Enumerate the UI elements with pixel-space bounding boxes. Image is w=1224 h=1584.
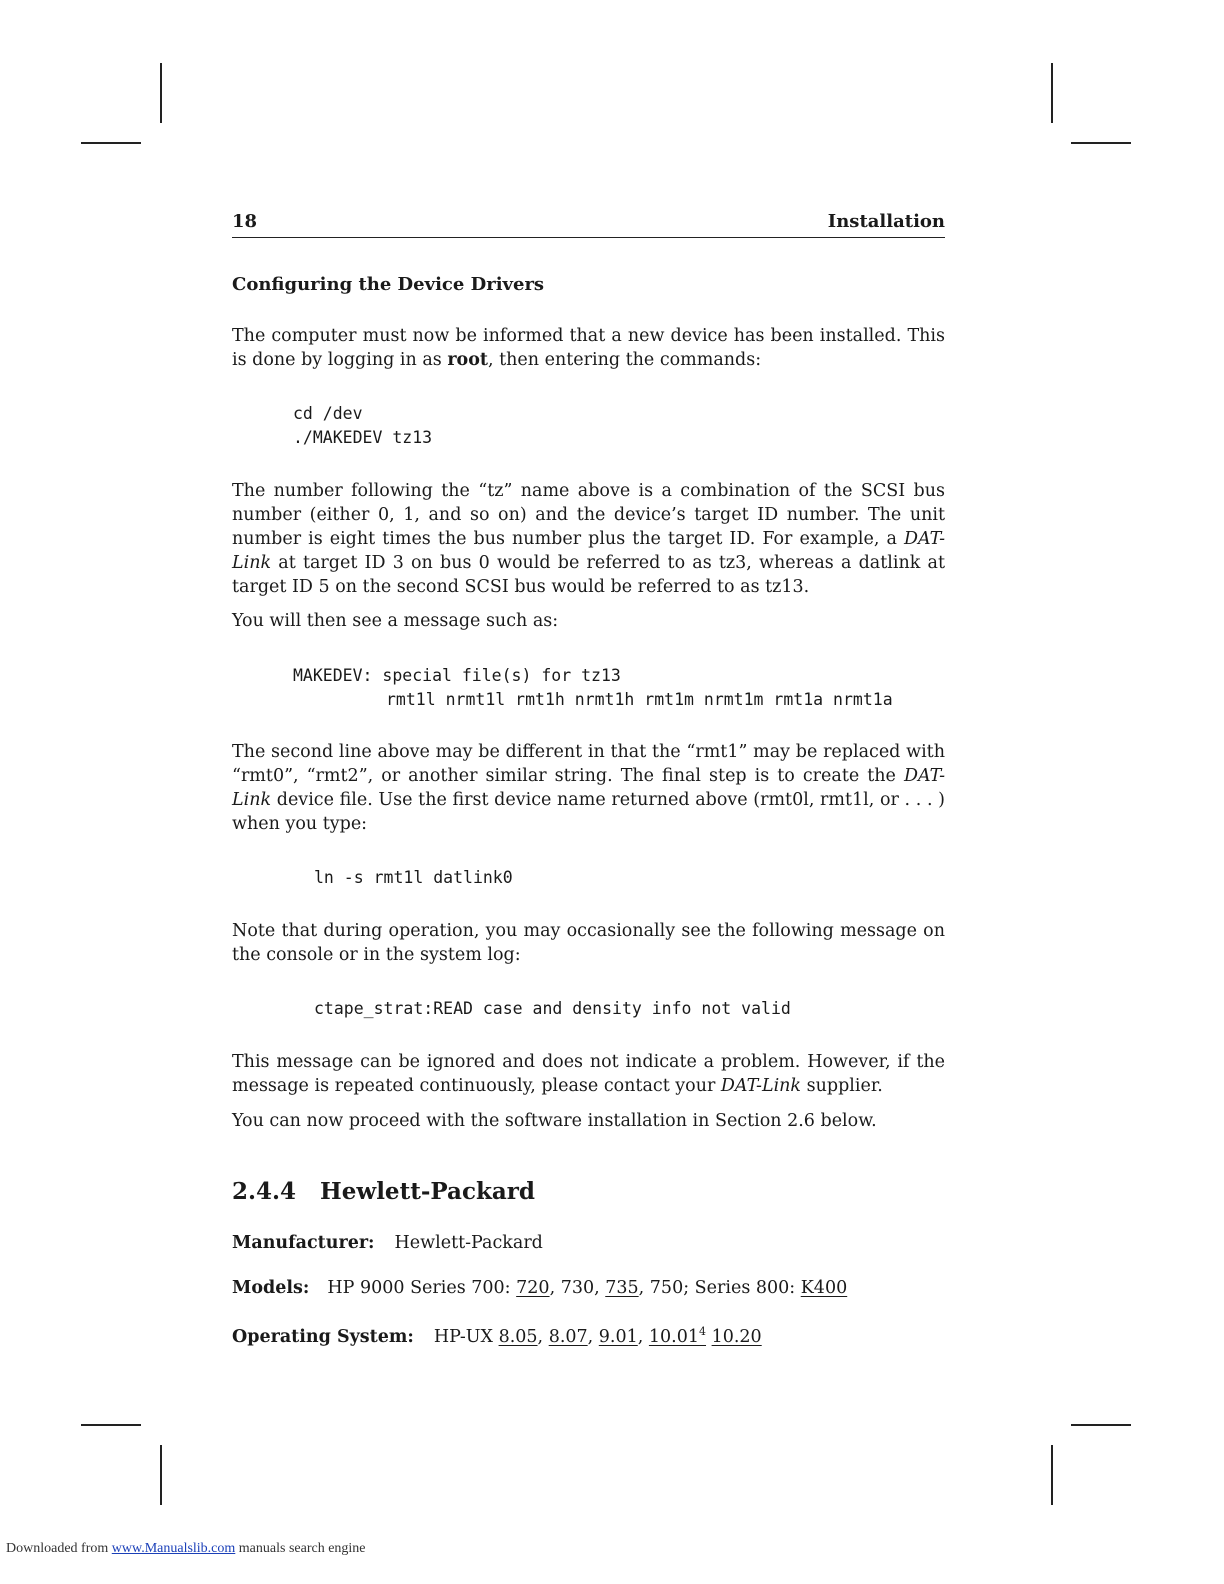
crop-mark: [81, 1424, 141, 1426]
os-version-link[interactable]: 10.01$^4$: [648, 1325, 707, 1347]
code-line: ./MAKEDEV tz13: [293, 428, 433, 447]
crop-mark: [160, 1445, 162, 1505]
crop-mark: [1071, 1424, 1131, 1426]
subsection-number: 2.4.4: [232, 1178, 297, 1205]
message-intro-paragraph: You will then see a message such as:: [232, 611, 559, 631]
code-line: rmt1l nrmt1l rmt1h nrmt1h rmt1m nrmt1m rmt1a nrmt1a: [386, 690, 893, 709]
model-value: 730: [560, 1278, 595, 1298]
os-version-link[interactable]: 8.07: [548, 1326, 588, 1347]
intro-paragraph: The computer must now be informed that a new device has been installed. This is done by logging in as root, then entering the commands:: [232, 326, 945, 370]
crop-mark: [160, 63, 162, 123]
crop-mark: [1071, 142, 1131, 144]
os-row: Operating System: HP-UX 8.05, 8.07, 9.01, 10.01$^4$ 10.20: [232, 1325, 762, 1347]
os-version-link[interactable]: 8.05: [498, 1326, 538, 1347]
tz-explanation-paragraph: The number following the “tz” name above is a combination of the SCSI bus number (either 0, 1, and so on) and the device’s target ID number. The unit number is eight times the bus number plus the target ID. For example, a DAT-Link at target ID 3 on bus 0 would be referred to as tz3, whereas a datlink at target ID 5 on the second SCSI bus would be referred to as tz13.: [232, 481, 945, 597]
model-link[interactable]: K400: [800, 1278, 848, 1298]
model-value: 750: [649, 1278, 684, 1298]
code-line: MAKEDEV: special file(s) for tz13: [293, 666, 621, 685]
download-footer: Downloaded from www.Manualslib.com manuals search engine: [6, 1541, 366, 1556]
manufacturer-value: Hewlett-Packard: [394, 1233, 543, 1253]
model-link[interactable]: 720: [516, 1278, 550, 1298]
running-title: Installation: [827, 211, 945, 232]
code-line: cd /dev: [293, 404, 363, 423]
os-version-link[interactable]: 9.01: [598, 1326, 638, 1347]
proceed-paragraph: You can now proceed with the software installation in Section 2.6 below.: [232, 1111, 877, 1131]
second-line-paragraph: The second line above may be different in that the “rmt1” may be replaced with “rmt0”, “rmt2”, or another similar string. The final step is to create the DAT-Link device file. Use the first device name returned above (rmt0l, rmt1l, or . . . ) when you type:: [232, 742, 945, 834]
crop-mark: [1051, 1445, 1053, 1505]
section-heading: Configuring the Device Drivers: [232, 274, 545, 295]
code-block: [293, 664, 893, 712]
page-header: [232, 211, 945, 238]
code-line: ctape_strat:READ case and density info not valid: [314, 999, 791, 1018]
subsection-heading: [232, 1178, 535, 1205]
models-label: Models:: [232, 1278, 310, 1298]
os-label: Operating System:: [232, 1326, 414, 1347]
crop-mark: [81, 142, 141, 144]
manufacturer-label: Manufacturer:: [232, 1233, 375, 1253]
model-link[interactable]: 735: [605, 1278, 639, 1298]
code-line: ln -s rmt1l datlink0: [314, 868, 513, 887]
crop-mark: [1051, 63, 1053, 123]
manufacturer-row: [232, 1231, 543, 1255]
footnote-marker: 4: [699, 1325, 707, 1338]
os-version-link[interactable]: 10.20: [711, 1326, 762, 1347]
code-block: [293, 402, 432, 450]
manualslib-link[interactable]: www.Manualslib.com: [111, 1541, 236, 1556]
models-row: Models: HP 9000 Series 700: 720, 730, 735, 750; Series 800: K400: [232, 1278, 848, 1298]
page-number: 18: [232, 211, 258, 232]
note-paragraph: Note that during operation, you may occasionally see the following message on the console or in the system log:: [232, 921, 945, 965]
ignore-paragraph: This message can be ignored and does not indicate a problem. However, if the message is repeated continuously, please contact your DAT-Link supplier.: [232, 1052, 945, 1096]
subsection-title: Hewlett-Packard: [320, 1178, 535, 1205]
